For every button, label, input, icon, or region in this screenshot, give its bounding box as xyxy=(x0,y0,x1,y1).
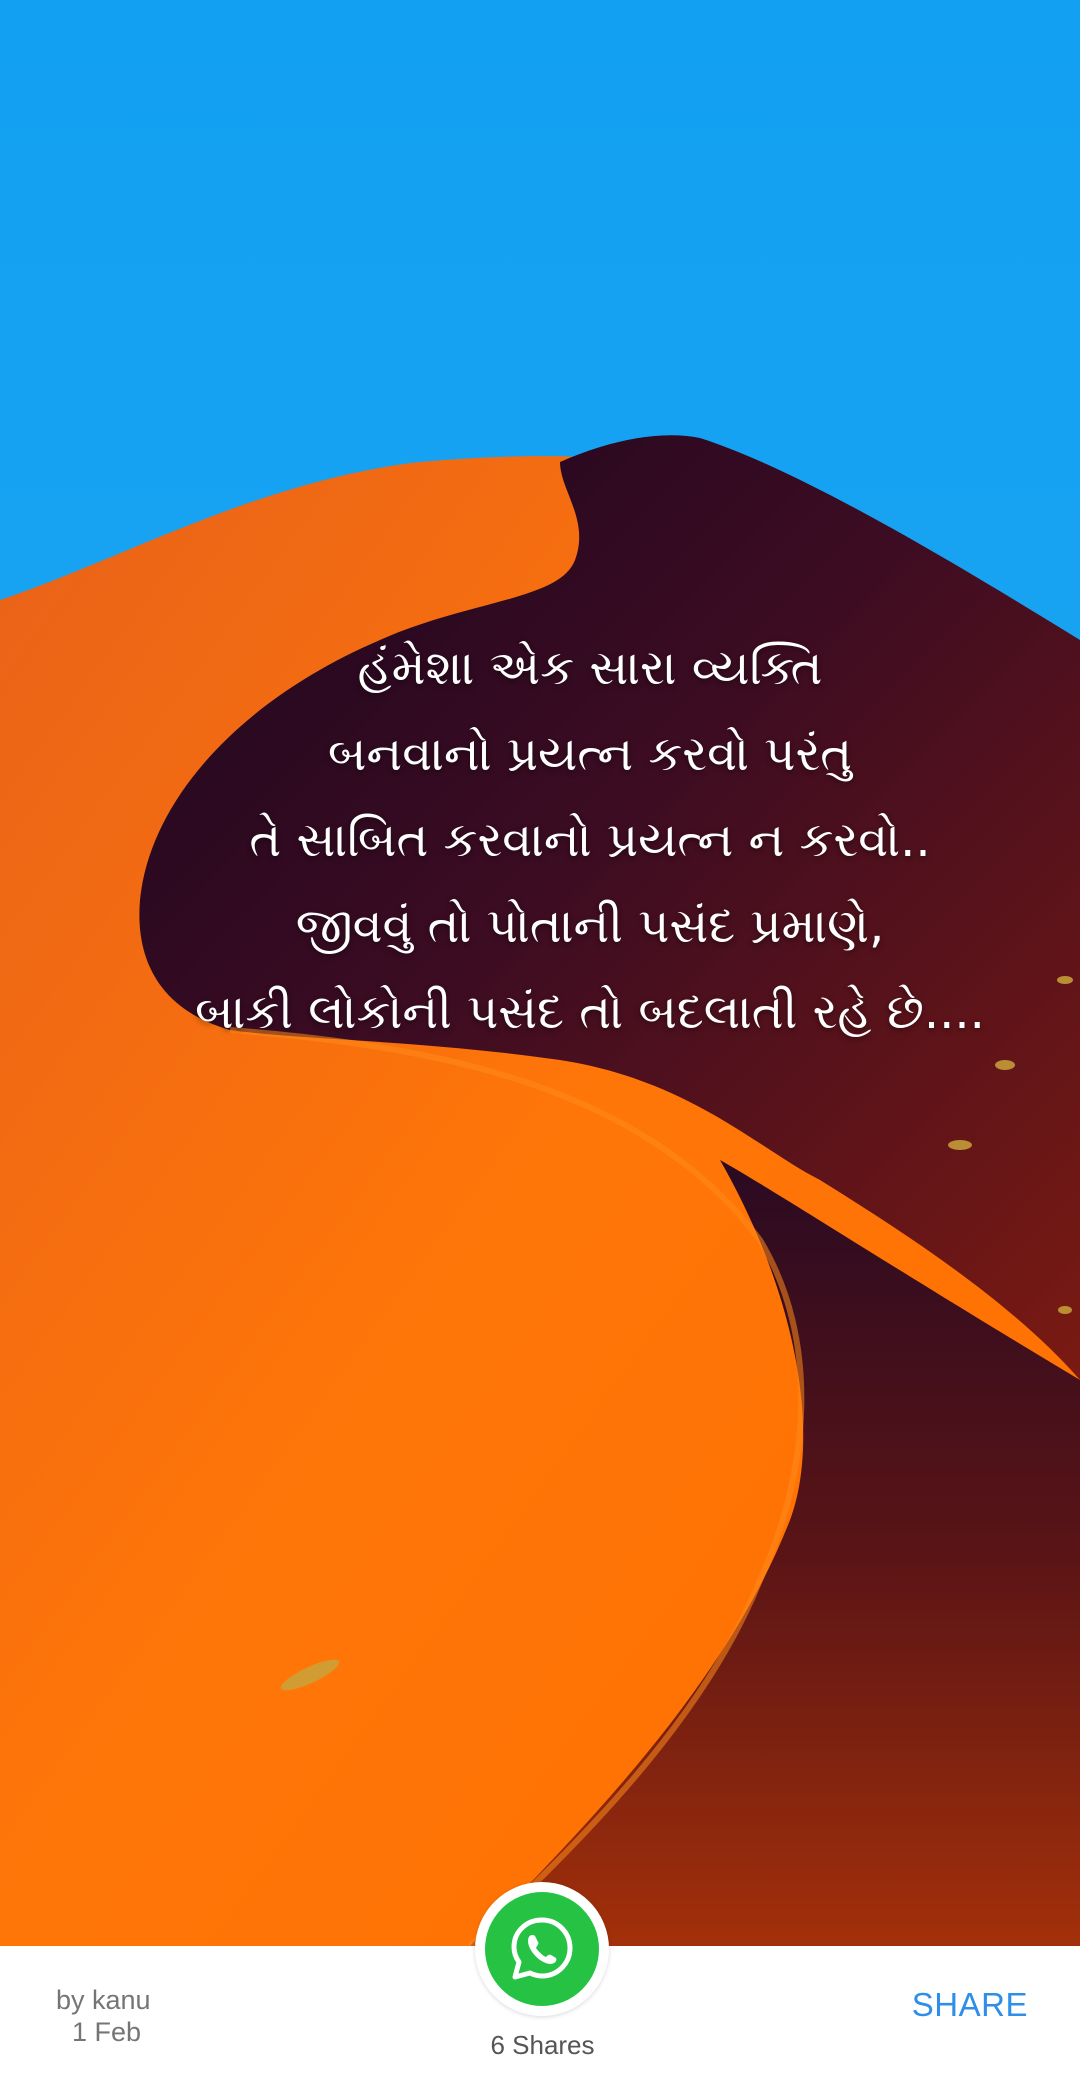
author-name: by kanu xyxy=(56,1985,151,2015)
quote-line: તે સાબિત કરવાનો પ્રયત્ન ન કરવો.. xyxy=(249,812,931,868)
quote-line: બનવાનો પ્રયત્ન કરવો પરંતુ xyxy=(327,726,853,782)
whatsapp-share-ring xyxy=(475,1882,609,2016)
quote-text xyxy=(0,625,1080,1055)
quote-line: બાકી લોકોની પસંદ તો બદલાતી રહે છે.... xyxy=(195,984,985,1040)
quote-line: હંમેશા એક સારા વ્યક્તિ xyxy=(357,640,823,696)
quote-line: જીવવું તો પોતાની પસંદ પ્રમાણે, xyxy=(295,898,885,954)
whatsapp-share-button[interactable] xyxy=(485,1892,599,2006)
whatsapp-icon xyxy=(509,1916,575,1982)
share-count: 6 Shares xyxy=(490,2030,595,2060)
post-date: 1 Feb xyxy=(72,2017,142,2047)
share-button[interactable]: SHARE xyxy=(911,1986,1028,2023)
